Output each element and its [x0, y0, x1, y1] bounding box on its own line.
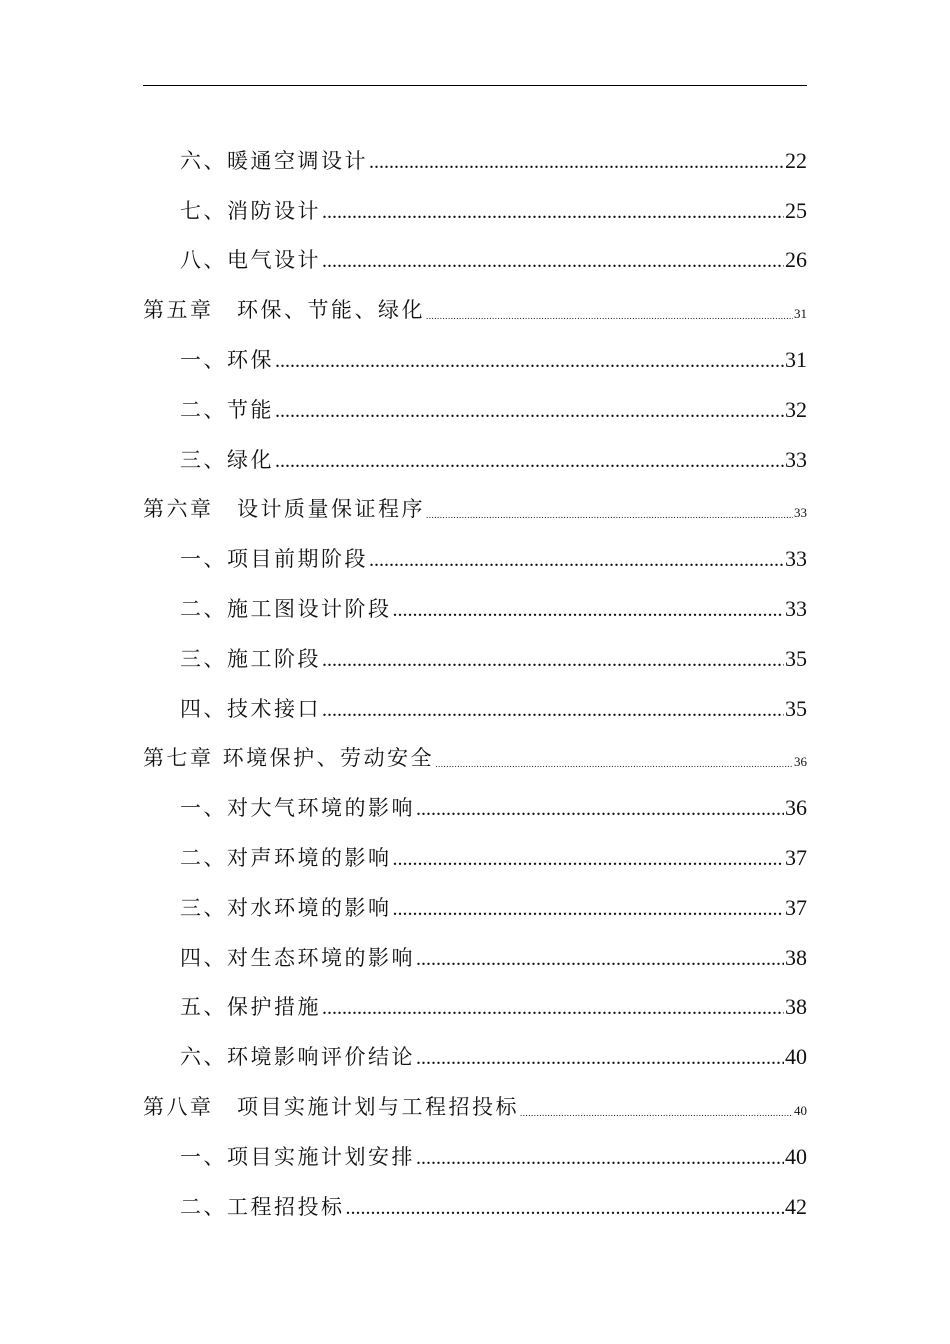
- toc-entry[interactable]: [143, 1172, 807, 1222]
- toc-entry[interactable]: [143, 226, 807, 276]
- toc-dot-leader: [322, 994, 784, 1022]
- toc-entry-page: 22: [785, 147, 807, 173]
- toc-dot-leader: [369, 546, 784, 574]
- table-of-contents: [143, 126, 807, 1222]
- toc-dot-leader: [275, 347, 784, 375]
- toc-entry[interactable]: [143, 375, 807, 425]
- toc-dot-leader: [322, 198, 784, 226]
- toc-dot-leader: [346, 1194, 785, 1222]
- toc-chapter-entry[interactable]: [143, 275, 807, 325]
- toc-chapter-page: 31: [794, 306, 807, 322]
- toc-entry-label: 八、电气设计: [180, 248, 321, 273]
- toc-entry-label: 一、项目前期阶段: [180, 547, 368, 572]
- toc-entry-page: 40: [785, 1044, 807, 1070]
- toc-dot-leader: [275, 447, 784, 475]
- toc-entry-page: 33: [785, 595, 807, 621]
- toc-entry[interactable]: [143, 325, 807, 375]
- toc-entry-label: 一、环保: [180, 347, 274, 372]
- toc-dot-leader: [426, 506, 793, 524]
- toc-entry-page: 37: [785, 894, 807, 920]
- toc-chapter-page: 33: [794, 505, 807, 521]
- toc-dot-leader: [435, 755, 793, 773]
- toc-chapter-label: 第八章 项目实施计划与工程招投标: [143, 1094, 519, 1119]
- toc-entry[interactable]: [143, 176, 807, 226]
- toc-dot-leader: [416, 945, 784, 973]
- toc-entry-page: 25: [785, 197, 807, 223]
- toc-dot-leader: [393, 895, 785, 923]
- toc-entry-label: 六、暖通空调设计: [180, 148, 368, 173]
- toc-entry-page: 26: [785, 247, 807, 273]
- toc-entry-label: 二、工程招投标: [180, 1194, 345, 1219]
- toc-entry-page: 35: [785, 695, 807, 721]
- toc-entry-page: 33: [785, 446, 807, 472]
- toc-dot-leader: [322, 247, 784, 275]
- toc-dot-leader: [520, 1104, 793, 1122]
- toc-dot-leader: [426, 307, 793, 325]
- toc-entry-label: 四、技术接口: [180, 696, 321, 721]
- toc-entry-label: 一、对大气环境的影响: [180, 796, 415, 821]
- toc-entry-page: 38: [785, 994, 807, 1020]
- toc-entry-label: 六、环境影响评价结论: [180, 1045, 415, 1070]
- toc-entry-page: 33: [785, 546, 807, 572]
- toc-entry-label: 三、对水环境的影响: [180, 895, 392, 920]
- toc-entry-label: 二、对声环境的影响: [180, 845, 392, 870]
- header-rule: [143, 85, 807, 86]
- toc-entry[interactable]: [143, 1122, 807, 1172]
- toc-chapter-entry[interactable]: [143, 475, 807, 525]
- toc-entry-page: 31: [785, 346, 807, 372]
- toc-dot-leader: [416, 1044, 784, 1072]
- toc-entry[interactable]: [143, 873, 807, 923]
- toc-entry[interactable]: [143, 1022, 807, 1072]
- toc-entry-page: 36: [785, 795, 807, 821]
- toc-dot-leader: [322, 646, 784, 674]
- toc-entry-label: 五、保护措施: [180, 995, 321, 1020]
- toc-chapter-page: 40: [794, 1102, 807, 1118]
- toc-entry[interactable]: [143, 923, 807, 973]
- toc-entry-label: 二、节能: [180, 397, 274, 422]
- toc-entry[interactable]: [143, 973, 807, 1023]
- toc-entry-page: 42: [785, 1193, 807, 1219]
- toc-chapter-label: 第七章 环境保护、劳动安全: [143, 746, 435, 771]
- toc-entry[interactable]: [143, 425, 807, 475]
- toc-entry-page: 38: [785, 944, 807, 970]
- toc-entry-label: 四、对生态环境的影响: [180, 945, 415, 970]
- toc-chapter-entry[interactable]: [143, 1072, 807, 1122]
- toc-dot-leader: [416, 795, 784, 823]
- toc-chapter-label: 第五章 环保、节能、绿化: [143, 298, 425, 323]
- toc-entry[interactable]: [143, 674, 807, 724]
- toc-dot-leader: [322, 696, 784, 724]
- toc-dot-leader: [275, 397, 784, 425]
- toc-entry-label: 三、绿化: [180, 447, 274, 472]
- toc-dot-leader: [393, 845, 785, 873]
- toc-entry-label: 三、施工阶段: [180, 646, 321, 671]
- toc-entry-page: 35: [785, 645, 807, 671]
- toc-entry[interactable]: [143, 773, 807, 823]
- toc-entry-page: 32: [785, 396, 807, 422]
- toc-dot-leader: [393, 596, 785, 624]
- toc-entry[interactable]: [143, 524, 807, 574]
- toc-entry[interactable]: [143, 574, 807, 624]
- toc-dot-leader: [416, 1144, 784, 1172]
- toc-entry-page: 40: [785, 1143, 807, 1169]
- toc-dot-leader: [369, 148, 784, 176]
- toc-entry[interactable]: [143, 823, 807, 873]
- toc-entry[interactable]: [143, 126, 807, 176]
- toc-chapter-entry[interactable]: [143, 724, 807, 774]
- toc-entry-label: 七、消防设计: [180, 198, 321, 223]
- toc-chapter-page: 36: [794, 754, 807, 770]
- toc-entry[interactable]: [143, 624, 807, 674]
- toc-entry-label: 一、项目实施计划安排: [180, 1144, 415, 1169]
- toc-entry-page: 37: [785, 844, 807, 870]
- toc-entry-label: 二、施工图设计阶段: [180, 596, 392, 621]
- toc-chapter-label: 第六章 设计质量保证程序: [143, 497, 425, 522]
